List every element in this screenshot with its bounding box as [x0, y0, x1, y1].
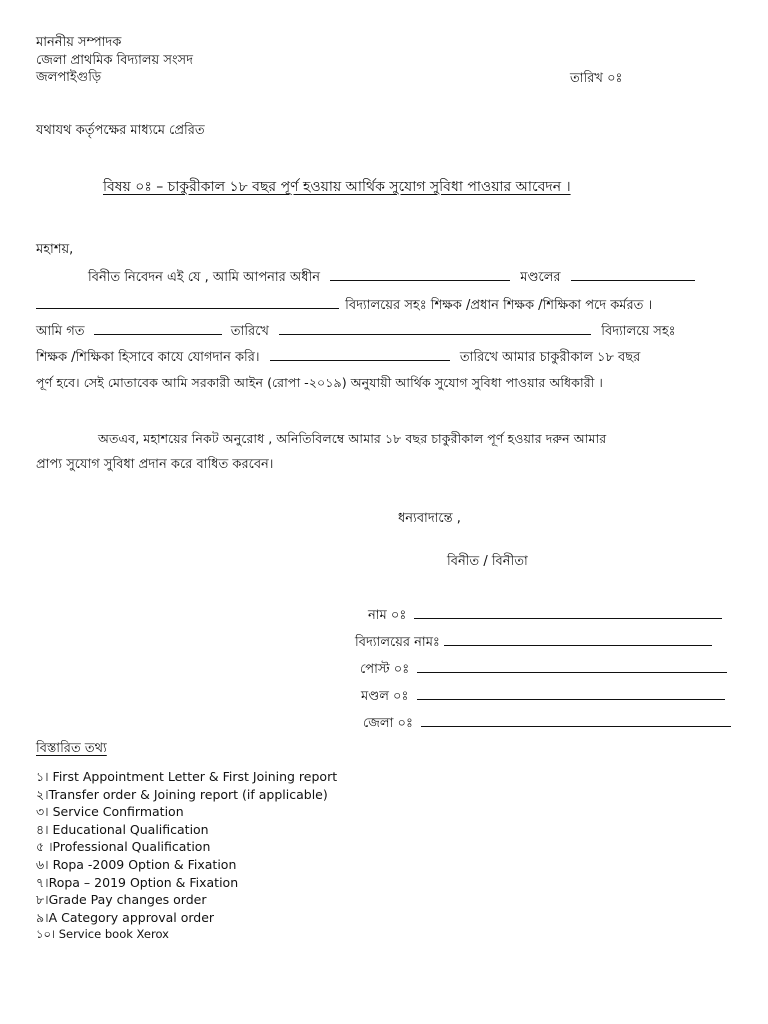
body-line-4: [36, 348, 640, 367]
recipient-line-3: জলপাইগুড়ি: [36, 70, 102, 85]
body-line-4-text-b: তারিখে আমার চাকুরীকাল ১৮ বছর: [459, 350, 641, 365]
field-circle: [361, 687, 725, 706]
field-name: [368, 606, 722, 625]
blank-previous-school: [279, 322, 591, 335]
blank-previous-date: [94, 322, 222, 335]
recipient-line-1: মাননীয় সম্পাদক: [36, 35, 122, 50]
enclosure-item: ৯।A Category approval order: [36, 909, 215, 925]
field-circle-label: মণ্ডল ০ঃ: [361, 689, 409, 704]
blank-circle-name-2: [571, 268, 695, 281]
enclosure-item: ৩। Service Confirmation: [36, 804, 184, 820]
closing-yours: বিনীত / বিনীতা: [447, 554, 528, 569]
body-line-1: [88, 268, 695, 287]
recipient-line-2: জেলা প্রাথমিক বিদ্যালয় সংসদ: [36, 53, 193, 68]
field-post: [360, 660, 727, 679]
blank-school-name: [36, 296, 339, 309]
field-name-label: নাম ০ঃ: [368, 608, 407, 623]
enclosure-item: ১০। Service book Xerox: [36, 927, 169, 942]
body-line-3-text-a: আমি গত: [36, 324, 85, 339]
enclosure-item: ২।Transfer order & Joining report (if applicable): [36, 786, 328, 802]
body-para-2-line-1: অতএব, মহাশয়ের নিকট অনুরোধ , অনিতিবিলম্বে আমার ১৮ বছর চাকুরীকাল পূর্ণ হওয়ার দরুন আমার: [98, 431, 607, 446]
body-para-2-line-2: প্রাপ্য সুযোগ সুবিধা প্রদান করে বাধিত করবেন।: [36, 457, 274, 472]
body-line-1-text-b: মণ্ডলের: [520, 270, 561, 285]
body-line-4-text-a: শিক্ষক /শিক্ষিকা হিসাবে কাযে যোগদান করি।: [36, 350, 260, 365]
enclosure-item: ১। First Appointment Letter & First Joining report: [36, 769, 338, 784]
field-post-line: [417, 660, 727, 673]
enclosure-item: ৬। Ropa -2009 Option & Fixation: [36, 857, 237, 872]
field-post-label: পোস্ট ০ঃ: [360, 662, 410, 677]
body-line-3-text-c: বিদ্যালয়ে সহঃ: [601, 324, 676, 339]
body-line-2: [36, 296, 652, 315]
field-district-label: জেলা ০ঃ: [363, 716, 413, 731]
body-line-3-text-b: তারিখে: [230, 324, 269, 339]
field-school: [355, 633, 712, 652]
field-circle-line: [417, 687, 725, 700]
field-name-line: [414, 606, 722, 619]
date-label: তারিখ ০ঃ: [570, 71, 623, 86]
enclosure-item: ৮।Grade Pay changes order: [36, 892, 207, 908]
field-district: [363, 714, 731, 733]
blank-completion-date: [270, 348, 450, 361]
enclosure-item: ৪। Educational Qualification: [36, 821, 209, 837]
field-district-line: [421, 714, 731, 727]
enclosure-item: ৭।Ropa – 2019 Option & Fixation: [36, 874, 239, 890]
body-line-5: পূর্ণ হবে। সেই মোতাবেক আমি সরকারী আইন (রোপা -২০১৯) অনুযায়ী আর্থিক সুযোগ সুবিধা পাওয়ার অধিকারী ।: [36, 375, 603, 390]
salutation: মহাশয়,: [36, 242, 74, 257]
through-line: যথাযথ কর্তৃপক্ষের মাধ্যমে প্রেরিত: [36, 123, 205, 138]
field-school-label: বিদ্যালয়ের নামঃ: [355, 635, 440, 650]
body-line-1-text-a: বিনীত নিবেদন এই যে , আমি আপনার অধীন: [88, 270, 320, 285]
enclosure-item: ৫ ।Professional Qualification: [36, 839, 211, 855]
details-heading: বিস্তারিত তথ্য: [36, 741, 107, 756]
subject-line: বিষয় ০ঃ – চাকুরীকাল ১৮ বছর পূর্ণ হওয়ায় আর্থিক সুযোগ সুবিধা পাওয়ার আবেদন ।: [103, 179, 571, 195]
blank-circle-name: [330, 268, 510, 281]
field-school-line: [444, 633, 712, 646]
closing-thanks: ধন্যবাদান্তে ,: [398, 511, 461, 526]
body-line-2-text: বিদ্যালয়ের সহঃ শিক্ষক /প্রধান শিক্ষক /শিক্ষিকা পদে কর্মরত ।: [345, 298, 653, 313]
body-line-3: [36, 322, 676, 341]
